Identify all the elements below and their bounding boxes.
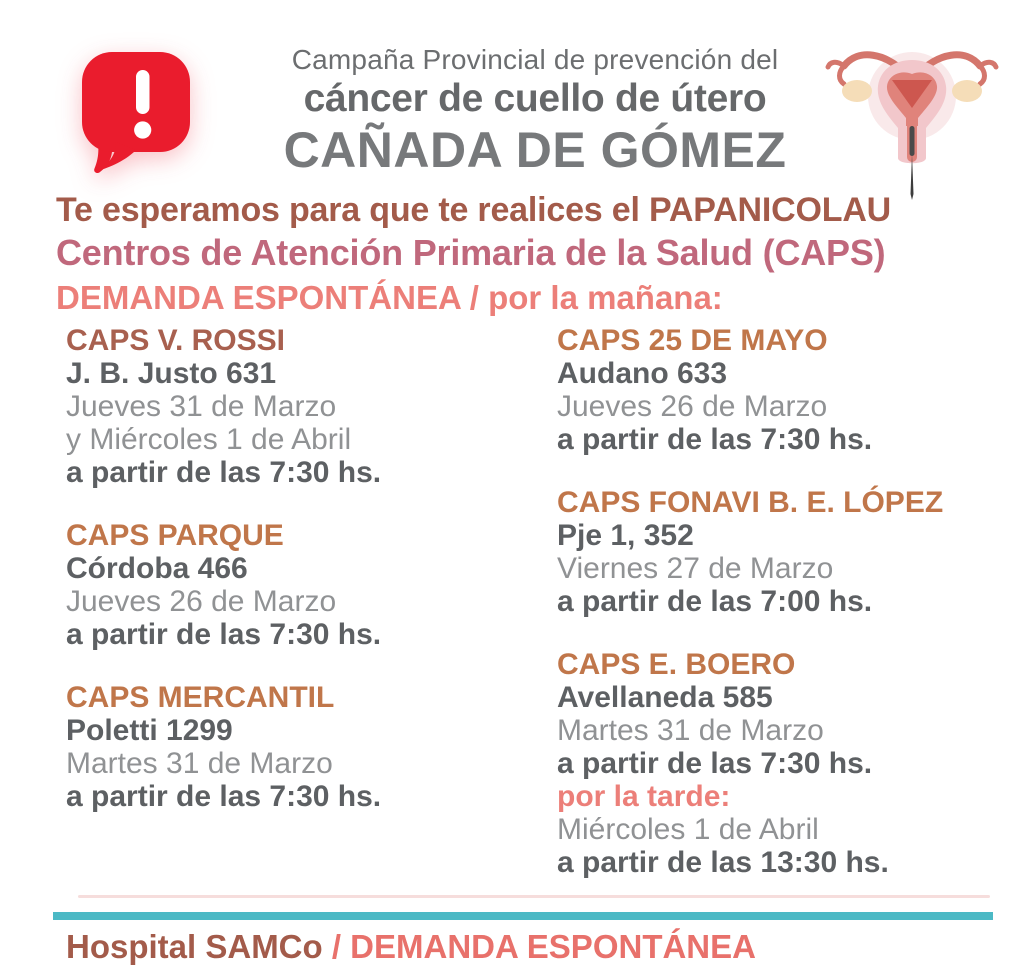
caps-date: Jueves 31 de Marzo	[66, 390, 337, 423]
caps-afternoon-time: a partir de las 13:30 hs.	[557, 846, 889, 879]
caps-date: Jueves 26 de Marzo	[66, 585, 337, 618]
caps-entry-mercantil	[66, 681, 557, 813]
caps-address: Avellaneda 585	[557, 681, 773, 714]
teal-divider	[53, 912, 993, 920]
caps-date: Viernes 27 de Marzo	[557, 552, 834, 585]
caps-grid	[0, 324, 1024, 909]
caps-time: a partir de las 7:30 hs.	[557, 747, 873, 780]
caps-entry-fonavi-lopez	[557, 486, 1024, 618]
city-title: CAÑADA DE GÓMEZ	[283, 122, 787, 178]
clipped-next-section-line	[66, 929, 756, 965]
campaign-emphasis: cáncer de cuello de útero	[303, 77, 767, 120]
caps-date: Martes 31 de Marzo	[66, 747, 333, 780]
caps-time: a partir de las 7:30 hs.	[557, 423, 873, 456]
clipped-location-text: Hospital SAMCo	[66, 928, 323, 965]
campaign-line: Campaña Provincial de prevención del	[291, 44, 779, 75]
caps-address: Córdoba 466	[66, 552, 248, 585]
caps-date: Jueves 26 de Marzo	[557, 390, 828, 423]
caps-address: J. B. Justo 631	[66, 357, 277, 390]
caps-entry-v-rossi	[66, 324, 557, 489]
caps-column-right	[557, 324, 1024, 909]
pink-hairline-divider	[78, 895, 990, 898]
centers-line: Centros de Atención Primaria de la Salud (CAPS)	[56, 232, 886, 273]
caps-entry-25-de-mayo	[557, 324, 1024, 456]
caps-date: Martes 31 de Marzo	[557, 714, 824, 747]
exclamation-speech-bubble-icon	[76, 50, 192, 176]
uterus-pap-smear-illustration-icon	[826, 34, 998, 202]
caps-time: a partir de las 7:30 hs.	[66, 618, 382, 651]
caps-name: CAPS MERCANTIL	[66, 681, 335, 714]
caps-afternoon-date: Miércoles 1 de Abril	[557, 813, 819, 846]
header-titles	[252, 44, 818, 178]
caps-time: a partir de las 7:30 hs.	[66, 456, 382, 489]
caps-address: Pje 1, 352	[557, 519, 694, 552]
caps-entry-boero	[557, 648, 1024, 879]
caps-time: a partir de las 7:30 hs.	[66, 780, 382, 813]
clipped-mode-text: / DEMANDA ESPONTÁNEA	[331, 928, 756, 965]
invite-line: Te esperamos para que te realices el PAPANICOLAU	[56, 191, 892, 229]
caps-address: Audano 633	[557, 357, 728, 390]
caps-name: CAPS V. ROSSI	[66, 324, 285, 357]
caps-name: CAPS FONAVI B. E. LÓPEZ	[557, 486, 944, 519]
caps-entry-parque	[66, 519, 557, 651]
mode-line: DEMANDA ESPONTÁNEA / por la mañana:	[56, 279, 723, 316]
caps-time: a partir de las 7:00 hs.	[557, 585, 873, 618]
intro-block	[56, 190, 996, 320]
caps-column-left	[0, 324, 557, 909]
caps-name: CAPS PARQUE	[66, 519, 284, 552]
caps-name: CAPS E. BOERO	[557, 648, 796, 681]
caps-name: CAPS 25 DE MAYO	[557, 324, 828, 357]
caps-afternoon-label: por la tarde:	[557, 780, 731, 813]
caps-date: y Miércoles 1 de Abril	[66, 423, 352, 456]
caps-address: Poletti 1299	[66, 714, 233, 747]
